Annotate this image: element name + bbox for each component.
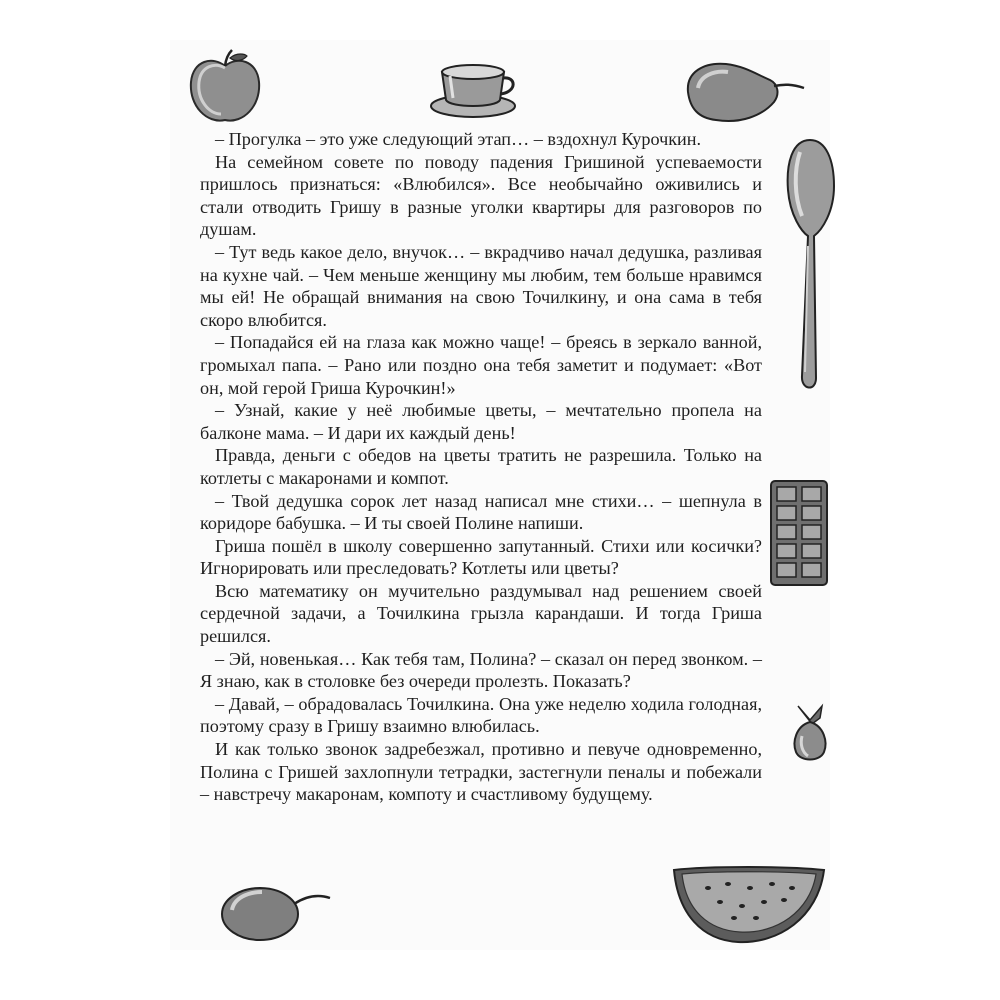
watermelon-slice-icon bbox=[668, 858, 830, 948]
spoon-icon bbox=[780, 136, 840, 398]
paragraph-4: – Попадайся ей на глаза как можно чаще! – бреясь в зеркало ванной, громыхал папа. – Рано или поздно она тебя заметит и подумает: «Вот он, мой герой Гриша Курочкин!» bbox=[200, 332, 762, 398]
paragraph-12: И как только звонок задребезжал, противно и певуче одновременно, Полина с Гришей захлопнули тетрадки, застегнули пеналы и побежали – навстречу макаронам, компоту и счастливому будущему. bbox=[200, 739, 762, 805]
paragraph-2: На семейном совете по поводу падения Гришиной успеваемости пришлось признаться: «Влюбился». Все необычайно оживились и стали отводить Гришу в разные уголки квартиры для разговоров по душам. bbox=[200, 151, 762, 240]
candy-icon bbox=[790, 702, 830, 764]
apple-icon bbox=[185, 48, 265, 126]
paragraph-3: – Тут ведь какое дело, внучок… – вкрадчиво начал дедушка, разливая на кухне чай. – Чем меньше женщину мы любим, тем больше нравимся мы ей! Не обращай внимания на свою Точилкину, и она сама в тебя скоро влюбится. bbox=[200, 241, 762, 330]
paragraph-5: – Узнай, какие у неё любимые цветы, – мечтательно пропела на балконе мама. – И дари их каждый день! bbox=[200, 400, 762, 443]
paragraph-11: – Давай, – обрадовалась Точилкина. Она уже неделю ходила голодная, поэтому сразу в Гришу взаимно влюбилась. bbox=[200, 693, 762, 737]
paragraph-6: Правда, деньги с обедов на цветы тратить не разрешила. Только на котлеты с макаронами и компот. bbox=[200, 445, 762, 488]
chocolate-bar-icon bbox=[768, 478, 830, 588]
paragraph-7: – Твой дедушка сорок лет назад написал мне стихи… – шепнула в коридоре бабушка. – И ты своей Полине напиши. bbox=[200, 490, 762, 534]
paragraph-1: – Прогулка – это уже следующий этап… – вздохнул Курочкин. bbox=[215, 129, 702, 149]
plum-icon bbox=[214, 880, 334, 944]
paragraph-9: Всю математику он мучительно раздумывал над решением своей сердечной задачи, а Точилкина грызла карандаши. И тогда Гриша решился. bbox=[200, 580, 762, 647]
pear-icon bbox=[680, 58, 806, 124]
paragraph-10: – Эй, новенькая… Как тебя там, Полина? – сказал он перед звонком. – Я знаю, как в столовке без очереди пролезть. Показать? bbox=[200, 648, 762, 692]
story-text bbox=[200, 128, 762, 806]
paragraph-8: Гриша пошёл в школу совершенно запутанный. Стихи или косички? Игнорировать или преследовать? Котлеты или цветы? bbox=[200, 535, 762, 579]
teacup-icon bbox=[428, 62, 518, 120]
